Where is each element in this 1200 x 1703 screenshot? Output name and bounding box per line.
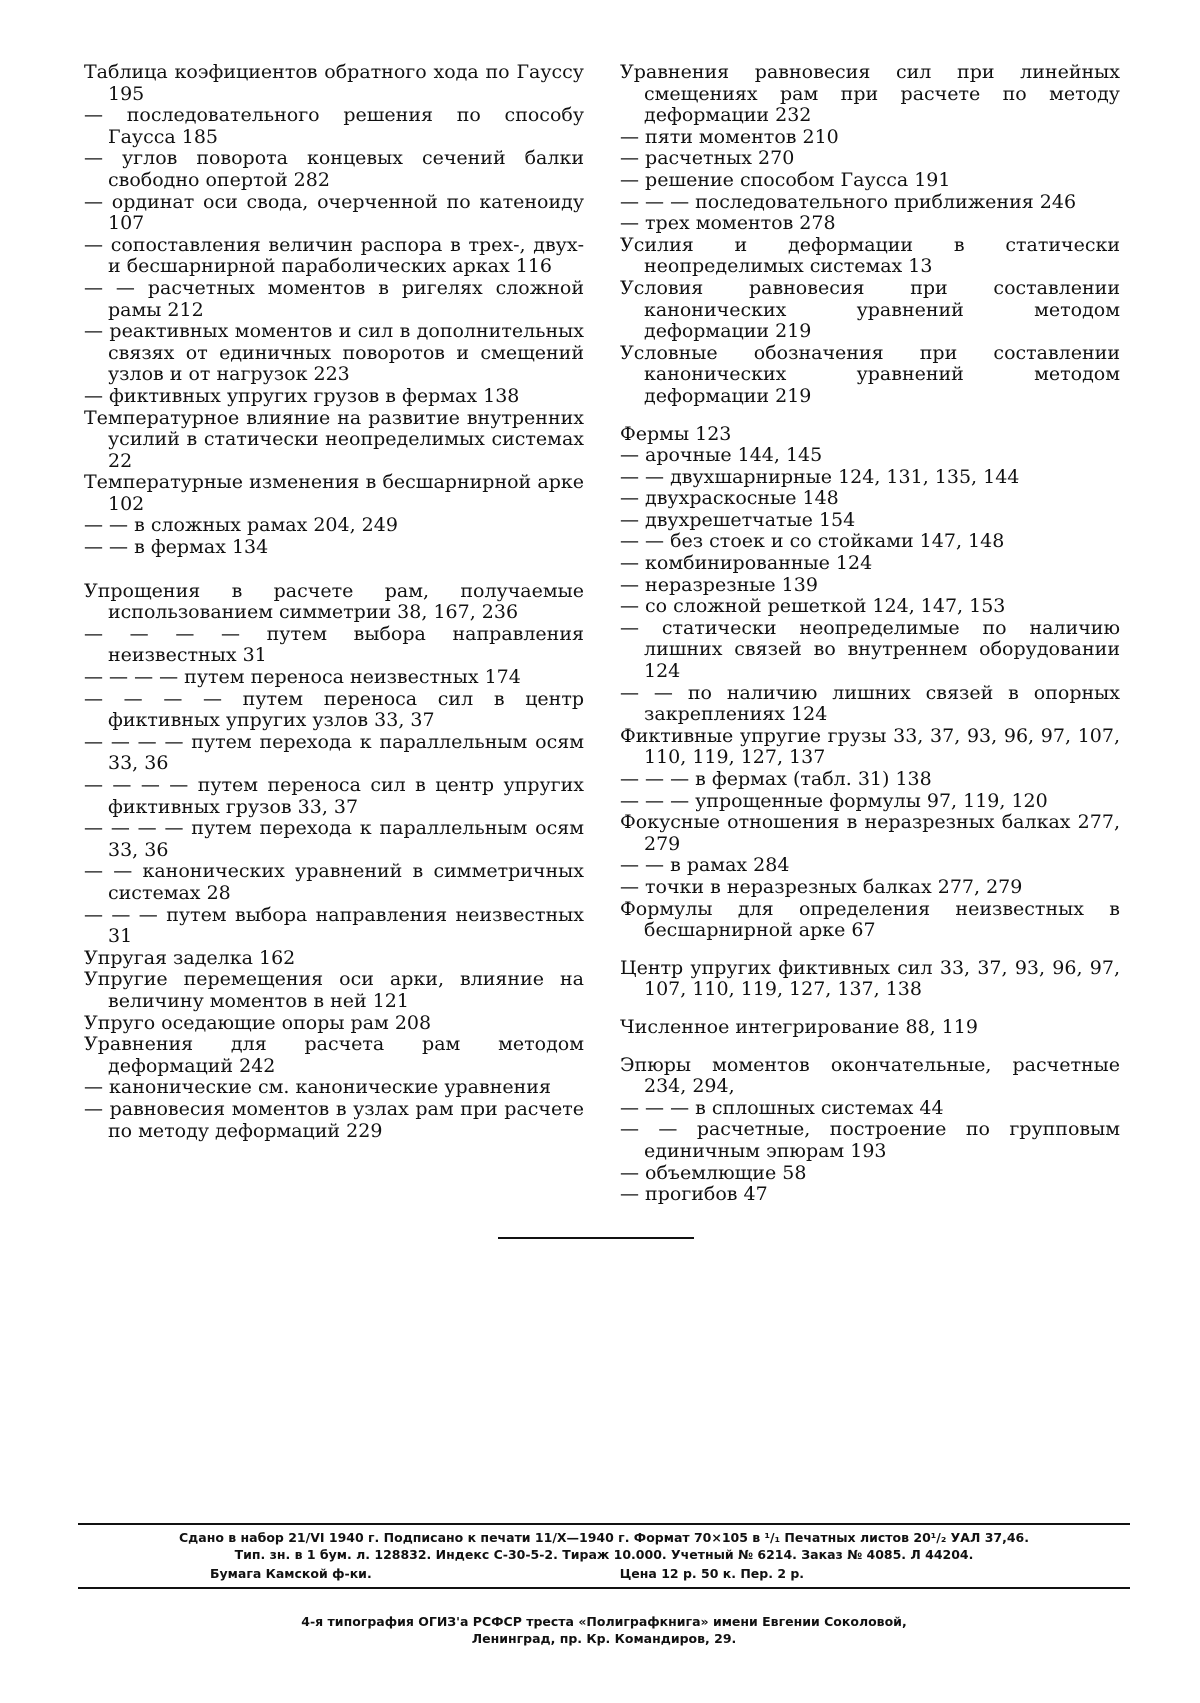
index-entry: — фиктивных упругих грузов в фермах 138 <box>84 384 520 407</box>
index-entry: — пяти моментов 210 <box>620 125 839 148</box>
printer-line-2: Ленинград, пр. Кр. Командиров, 29. <box>471 1631 737 1646</box>
index-entry: — точки в неразрезных балках 277, 279 <box>620 875 1023 898</box>
index-entry: Температурные изменения в бесшарнирной арке 102 <box>84 471 584 515</box>
imprint-price: Цена 12 р. 50 к. Пер. 2 р. <box>619 1566 805 1581</box>
index-entry: — объемлющие 58 <box>620 1161 807 1184</box>
imprint-line-2: Тип. зн. в 1 бум. л. 128832. Индекс С-30-5-2. Тираж 10.000. Учетный № 6214. Заказ № 4085. Л 44204. <box>234 1547 974 1562</box>
index-entry: — трех моментов 278 <box>620 212 836 235</box>
index-entry: — сопоставления величин распора в трех-, двух- и бесшарнирной параболических арках 116 <box>84 233 584 278</box>
index-entry: — — — последовательного приближения 246 <box>620 190 1077 213</box>
section-divider <box>498 1237 694 1239</box>
index-entry: Температурное влияние на развитие внутренних усилий в статически неопределимых системах 22 <box>84 406 584 472</box>
index-entry: — углов поворота концевых сечений балки свободно опертой 282 <box>84 147 584 191</box>
index-entry: — — расчетных моментов в ригелях сложной рамы 212 <box>84 276 584 321</box>
index-entry: — — — путем выбора направления неизвестных 31 <box>84 903 584 948</box>
imprint-line-1: Сдано в набор 21/VI 1940 г. Подписано к печати 11/X—1940 г. Формат 70×105 в ¹/₁ Печатных листов 20¹/₂ УАЛ 37,46. <box>179 1530 1029 1545</box>
index-column-left <box>84 62 584 1142</box>
index-entry: — комбинированные 124 <box>620 552 873 575</box>
imprint-block <box>78 1523 1130 1589</box>
index-entry: Уравнения равновесия сил при линейных смещениях рам при расчете по методу деформации 232 <box>620 61 1120 127</box>
index-entry: — ординат оси свода, очерченной по катеноиду 107 <box>84 190 584 235</box>
imprint-bottom-rule <box>78 1587 1130 1589</box>
index-entry: — реактивных моментов и сил в дополнительных связях от единичных поворотов и смещений узлов и от нагрузок 223 <box>84 320 584 386</box>
index-column-right <box>620 62 1120 1206</box>
imprint-line-3 <box>78 1565 1130 1583</box>
index-entry: — статически неопределимые по наличию лишних связей во внутреннем оборудовании 124 <box>620 616 1120 683</box>
index-entry: — — по наличию лишних связей в опорных закреплениях 124 <box>620 681 1120 726</box>
index-entry: — прогибов 47 <box>620 1183 768 1206</box>
index-entry: — — расчетные, построение по групповым единичным эпюрам 193 <box>620 1118 1120 1162</box>
index-entry: — — в рамах 284 <box>620 854 790 877</box>
index-entry: Условные обозначения при составлении канонических уравнений методом деформации 219 <box>620 341 1120 407</box>
index-entry: — — в фермах 134 <box>84 536 269 559</box>
index-entry: Таблица коэфициентов обратного хода по Гауссу 195 <box>84 61 584 105</box>
index-entry: — — — — путем переноса сил в центр фиктивных упругих узлов 33, 37 <box>84 687 584 732</box>
index-entry: Фокусные отношения в неразрезных балках 277, 279 <box>620 811 1120 855</box>
index-entry: — — — упрощенные формулы 97, 119, 120 <box>620 789 1048 812</box>
index-entry: — решение способом Гаусса 191 <box>620 168 951 191</box>
index-entry: — — канонических уравнений в симметричных системах 28 <box>84 860 584 904</box>
index-entry: Формулы для определения неизвестных в бесшарнирной арке 67 <box>620 897 1120 942</box>
index-entry: Упруго оседающие опоры рам 208 <box>84 1011 432 1034</box>
imprint-paper: Бумага Камской ф-ки. <box>210 1566 372 1581</box>
index-entry: Фиктивные упругие грузы 33, 37, 93, 96, 97, 107, 110, 119, 127, 137 <box>620 724 1120 769</box>
index-entry: — — — в фермах (табл. 31) 138 <box>620 768 932 790</box>
index-entry: — последовательного решения по способу Гаусса 185 <box>84 104 584 148</box>
index-entry: Усилия и деформации в статически неопределимых системах 13 <box>620 233 1120 278</box>
index-entry: Уравнения для расчета рам методом деформаций 242 <box>84 1033 584 1077</box>
index-entry: — двухраскосные 148 <box>620 487 839 510</box>
index-entry: Центр упругих фиктивных сил 33, 37, 93, 96, 97, 107, 110, 119, 127, 137, 138 <box>620 956 1120 1001</box>
index-entry: — канонические см. канонические уравнения <box>84 1076 551 1099</box>
index-entry: Упрощения в расчете рам, получаемые использованием симметрии 38, 167, 236 <box>84 579 584 624</box>
imprint-top-rule <box>78 1523 1130 1525</box>
index-entry: — расчетных 270 <box>620 147 795 170</box>
index-entry: Фермы 123 <box>620 422 732 445</box>
index-entry: — двухрешетчатые 154 <box>620 508 856 531</box>
index-entry: — — — — путем перехода к параллельным осям 33, 36 <box>84 817 584 861</box>
index-entry: — равновесия моментов в узлах рам при расчете по методу деформаций 229 <box>84 1097 584 1142</box>
index-entry: — — двухшарнирные 124, 131, 135, 144 <box>620 465 1020 488</box>
printer-line-1: 4-я типография ОГИЗ'а РСФСР треста «Полиграфкнига» имени Евгении Соколовой, <box>301 1614 907 1629</box>
index-entry: Упругие перемещения оси арки, влияние на величину моментов в ней 121 <box>84 968 584 1012</box>
index-entry: — неразрезные 139 <box>620 573 818 596</box>
index-entry: — — без стоек и со стойками 147, 148 <box>620 530 1005 553</box>
printer-info <box>78 1613 1130 1647</box>
index-entry: Упругая заделка 162 <box>84 946 296 969</box>
index-entry: Эпюры моментов окончательные, расчетные 234, 294, <box>620 1053 1120 1098</box>
index-entry: — — — — путем переноса сил в центр упругих фиктивных грузов 33, 37 <box>84 774 584 818</box>
index-entry: — — — — путем переноса неизвестных 174 <box>84 666 521 689</box>
index-entry: — — — в сплошных системах 44 <box>620 1096 944 1119</box>
index-entry: — со сложной решеткой 124, 147, 153 <box>620 595 1006 618</box>
index-entry: — — в сложных рамах 204, 249 <box>84 514 398 537</box>
index-entry: — арочные 144, 145 <box>620 444 823 467</box>
index-entry: — — — — путем перехода к параллельным осям 33, 36 <box>84 730 584 775</box>
index-entry: Условия равновесия при составлении канонических уравнений методом деформации 219 <box>620 276 1120 343</box>
index-entry: — — — — путем выбора направления неизвестных 31 <box>84 622 584 667</box>
index-entry: Численное интегрирование 88, 119 <box>620 1015 978 1038</box>
